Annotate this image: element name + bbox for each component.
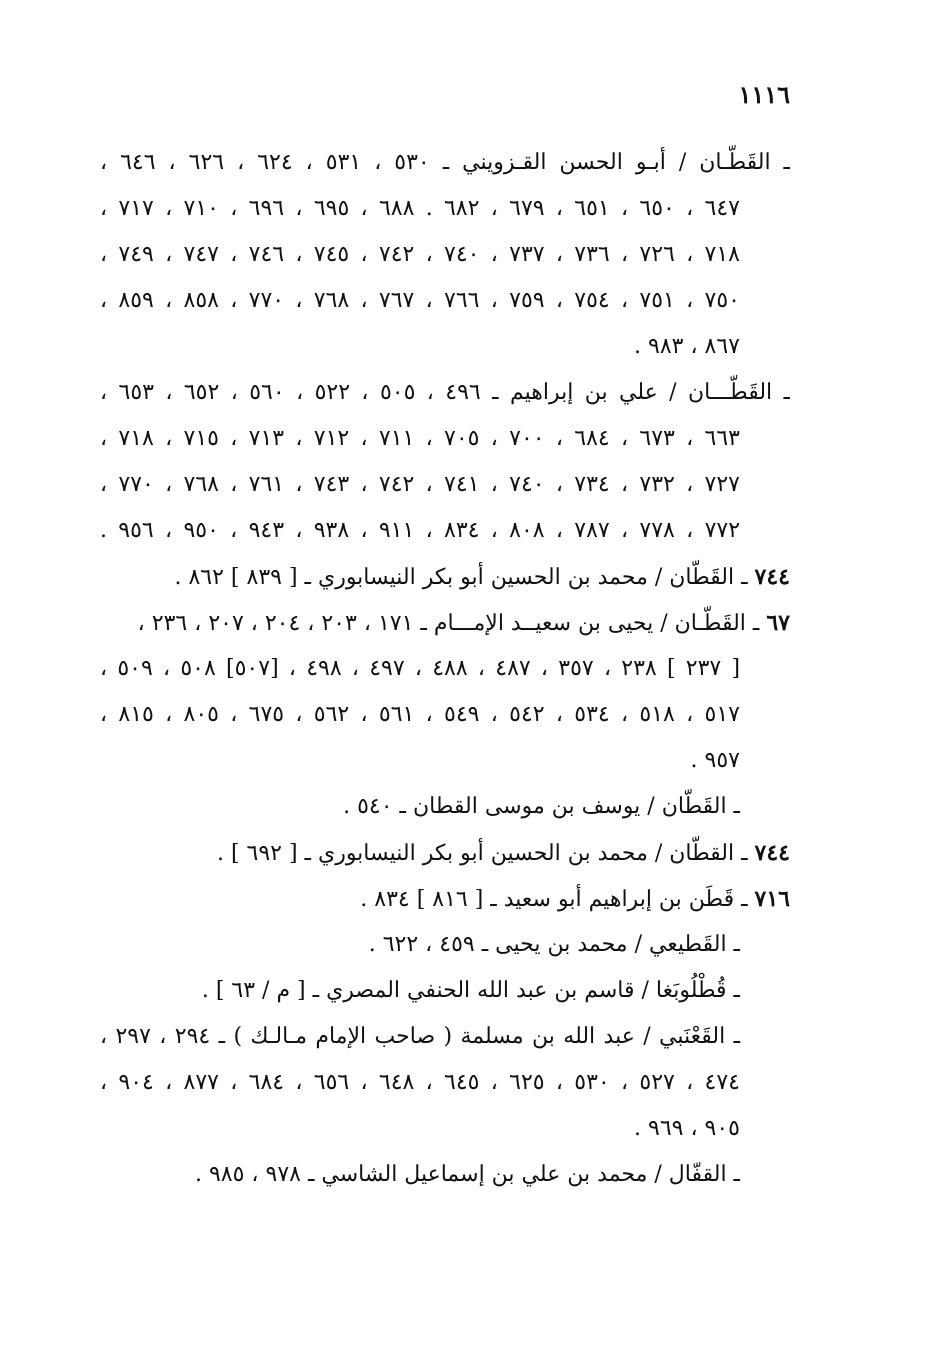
entry-text: ـ قَطَن بن إبراهيم أبو سعيد ـ [ ٨١٦ ] ٨٣٤ . bbox=[360, 887, 748, 912]
index-entry bbox=[100, 140, 790, 370]
entry-line: ٦٤٧ ، ٦٥٠ ، ٦٥١ ، ٦٧٩ ، ٦٨٢ . ٦٨٨ ، ٦٩٥ ، ٦٩٦ ، ٧١٠ ، ٧١٧ ، bbox=[100, 196, 740, 221]
page-number: ١١١٦ bbox=[738, 80, 790, 109]
entry-line bbox=[100, 876, 790, 922]
index-entry bbox=[100, 554, 790, 600]
index-entry bbox=[100, 876, 790, 922]
entry-line: ـ القَطيعي / محمد بن يحيى ـ ٤٥٩ ، ٦٢٢ . bbox=[368, 932, 740, 957]
entry-line: ـ القفّال / محمد بن علي بن إسماعيل الشاسي ـ ٩٧٨ ، ٩٨٥ . bbox=[194, 1162, 740, 1187]
entry-line: ٤٧٤ ، ٥٢٧ ، ٥٣٠ ، ٦٢٥ ، ٦٤٥ ، ٦٤٨ ، ٦٥٦ ، ٦٨٤ ، ٨٧٧ ، ٩٠٤ ، bbox=[100, 1070, 740, 1095]
entry-line: ٦٦٣ ، ٦٧٣ ، ٦٨٤ ، ٧٠٠ ، ٧٠٥ ، ٧١١ ، ٧١٢ ، ٧١٣ ، ٧١٥ ، ٧١٨ ، bbox=[100, 426, 740, 451]
entry-line bbox=[100, 830, 790, 876]
entry-line: ـ القَعْنَبي / عبد الله بن مسلمة ( صاحب الإمام مـالـك ) ـ ٢٩٤ ، ٢٩٧ ، bbox=[100, 1024, 741, 1049]
index-entry bbox=[100, 600, 790, 784]
entry-line: ٥١٧ ، ٥١٨ ، ٥٣٤ ، ٥٤٢ ، ٥٤٩ ، ٥٦١ ، ٥٦٢ ، ٦٧٥ ، ٨٠٥ ، ٨١٥ ، bbox=[100, 702, 740, 727]
entry-number: ٧٤٤ bbox=[754, 840, 790, 866]
entry-line: ـ القَطّـــان / علي بن إبراهيم ـ ٤٩٦ ، ٥٠٥ ، ٥٢٢ ، ٥٦٠ ، ٦٥٢ ، ٦٥٣ ، bbox=[100, 380, 790, 405]
entry-line: ٧٢٧ ، ٧٣٢ ، ٧٣٤ ، ٧٤٠ ، ٧٤١ ، ٧٤٢ ، ٧٤٣ ، ٧٦١ ، ٧٦٨ ، ٧٧٠ ، bbox=[100, 472, 740, 497]
index-entry bbox=[100, 1152, 790, 1198]
entry-number: ٧١٦ bbox=[754, 886, 790, 912]
entry-line: ٩٠٥ ، ٩٦٩ . bbox=[634, 1116, 740, 1141]
index-entry bbox=[100, 1014, 790, 1152]
entry-line: ٧١٨ ، ٧٢٦ ، ٧٣٦ ، ٧٣٧ ، ٧٤٠ ، ٧٤٢ ، ٧٤٥ ، ٧٤٦ ، ٧٤٧ ، ٧٤٩ ، bbox=[100, 242, 740, 267]
entry-line: ـ القَطّان / يوسف بن موسى القطان ـ ٥٤٠ . bbox=[343, 794, 740, 819]
entry-line bbox=[100, 600, 790, 646]
entry-line: ٩٥٧ . bbox=[690, 748, 740, 773]
entry-line: ـ القَطّـان / أبـو الحسن القـزويني ـ ٥٣٠ ، ٥٣١ ، ٦٢٤ ، ٦٢٦ ، ٦٤٦ ، bbox=[100, 150, 790, 175]
entry-text: ـ القَطّان / محمد بن الحسين أبو بكر النيسابوري ـ [ ٨٣٩ ] ٨٦٢ . bbox=[174, 565, 748, 590]
entry-line: ـ قُطْلُوبَغا / قاسم بن عبد الله الحنفي المصري ـ [ م / ٦٣ ] . bbox=[201, 978, 740, 1003]
index-entry bbox=[100, 830, 790, 876]
index-entry bbox=[100, 370, 790, 554]
entry-line bbox=[100, 554, 790, 600]
index-entry bbox=[100, 922, 790, 968]
entry-text: ـ القَطّـان / يحيى بن سعيــد الإمـــام ـ ١٧١ ، ٢٠٣ ، ٢٠٤ ، ٢٠٧ ، ٢٣٦ ، bbox=[137, 611, 760, 636]
entry-line: ٨٦٧ ، ٩٨٣ . bbox=[634, 334, 740, 359]
index-entry bbox=[100, 784, 790, 830]
entry-line: ٧٧٢ ، ٧٧٨ ، ٧٨٧ ، ٨٠٨ ، ٨٣٤ ، ٩١١ ، ٩٣٨ ، ٩٤٣ ، ٩٥٠ ، ٩٥٦ . bbox=[100, 518, 741, 543]
index-entry bbox=[100, 968, 790, 1014]
entry-text: ـ القطّان / محمد بن الحسين أبو بكر النيسابوري ـ [ ٦٩٢ ] . bbox=[216, 841, 748, 866]
entry-number: ٧٤٤ bbox=[754, 564, 790, 590]
index-entries bbox=[100, 140, 790, 1198]
entry-number: ٦٧ bbox=[766, 610, 790, 636]
entry-line: [ ٢٣٧ ] ٢٣٨ ، ٣٥٧ ، ٤٨٧ ، ٤٨٨ ، ٤٩٧ ، ٤٩٨ ، [٥٠٧] ٥٠٨ ، ٥٠٩ ، bbox=[100, 656, 741, 681]
entry-line: ٧٥٠ ، ٧٥١ ، ٧٥٤ ، ٧٥٩ ، ٧٦٦ ، ٧٦٧ ، ٧٦٨ ، ٧٧٠ ، ٨٥٨ ، ٨٥٩ ، bbox=[100, 288, 740, 313]
